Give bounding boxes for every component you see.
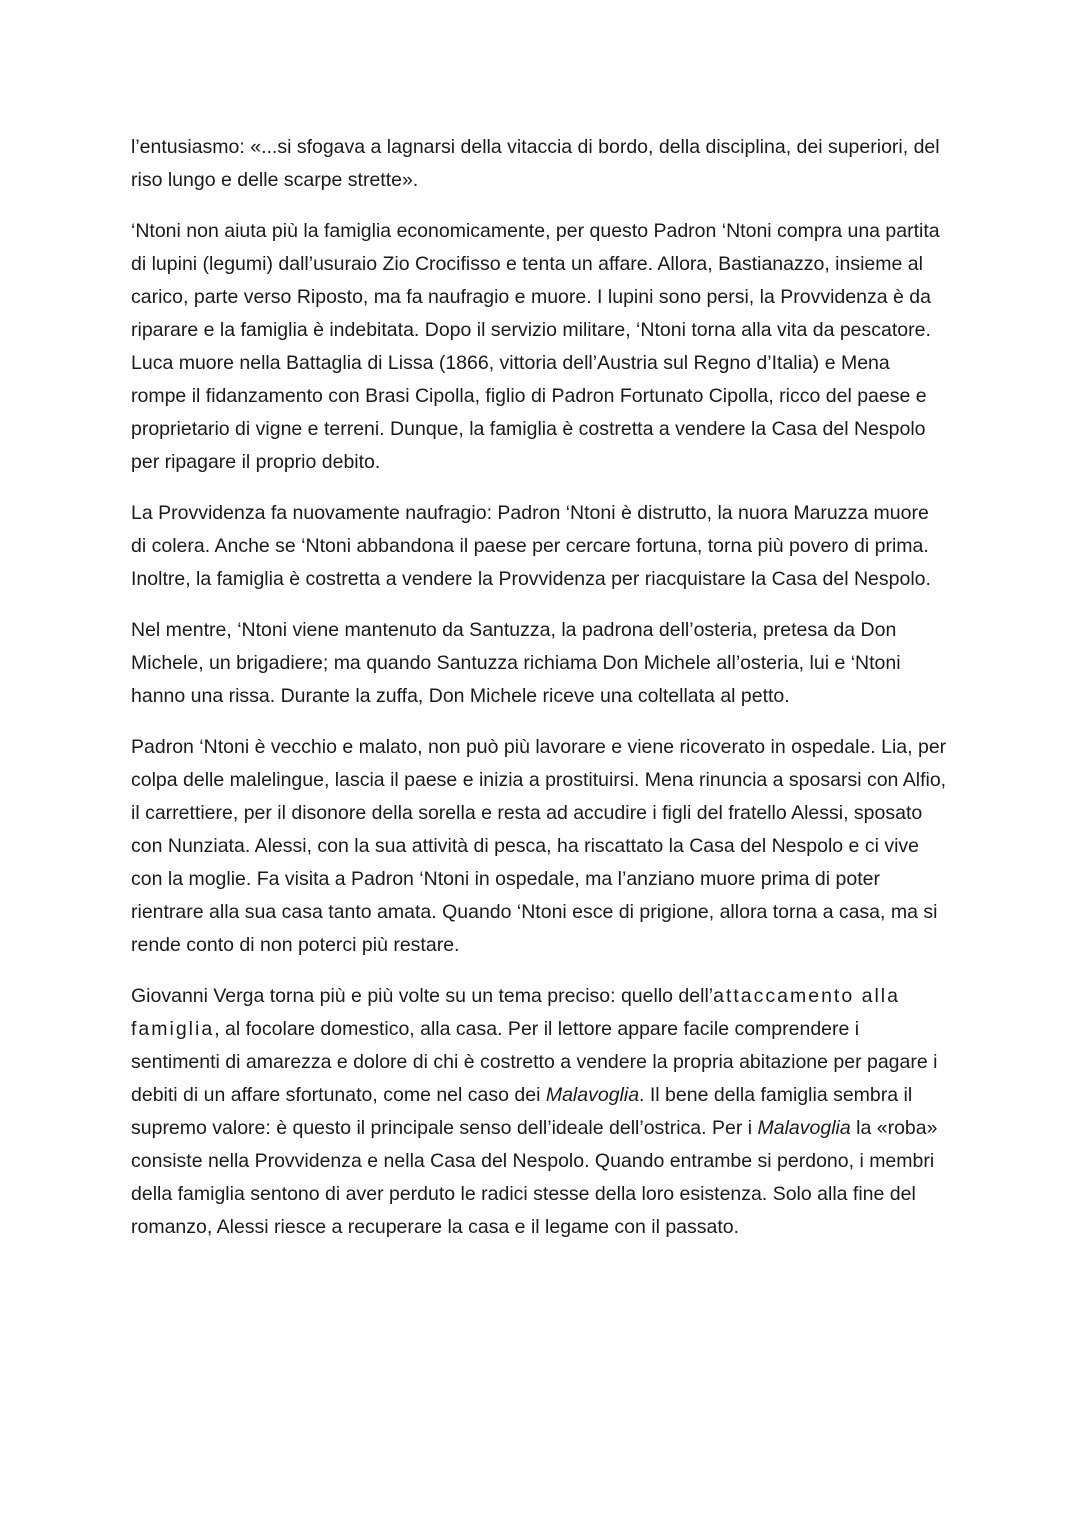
- paragraph-family-theme: [131, 980, 949, 1244]
- text-run: la «roba» consiste nella Provvidenza e nella Casa del Nespolo. Quando entrambe si perdono, i membri della famiglia sentono di aver perduto le radici stesse della loro esistenza. Solo alla fine del romanzo, Alessi riesce a recuperare la casa e il legame con il passato.: [131, 1117, 938, 1238]
- book-title-italic: Malavoglia: [757, 1117, 851, 1139]
- paragraph-enthusiasm-quote: l’entusiasmo: «...si sfogava a lagnarsi della vitaccia di bordo, della disciplina, dei superiori, del riso lungo e delle scarpe strette».: [131, 136, 940, 191]
- text-run: . Il bene della famiglia sembra il supremo valore: è questo il principale senso dell’ideale dell’ostrica. Per i: [131, 1084, 913, 1139]
- text-run: , al focolare domestico, alla casa. Per il lettore appare facile comprendere i sentimenti di amarezza e dolore di chi è costretto a vendere la propria abitazione per pagare i debiti di un affare sfortunato, come nel caso dei: [131, 1018, 938, 1106]
- paragraph-lupini-affair: ‘Ntoni non aiuta più la famiglia economicamente, per questo Padron ‘Ntoni compra una partita di lupini (legumi) dall’usuraio Zio Crocifisso e tenta un affare. Allora, Bastianazzo, insieme al carico, parte verso Riposto, ma fa naufragio e muore. I lupini sono persi, la Provvidenza è da riparare e la famiglia è indebitata. Dopo il servizio militare, ‘Ntoni torna alla vita da pescatore. Luca muore nella Battaglia di Lissa (1866, vittoria dell’Austria sul Regno d’Italia) e Mena rompe il fidanzamento con Brasi Cipolla, figlio di Padron Fortunato Cipolla, ricco del paese e proprietario di vigne e terreni. Dunque, la famiglia è costretta a vendere la Casa del Nespolo per ripagare il proprio debito.: [131, 220, 940, 473]
- paragraph-second-shipwreck: La Provvidenza fa nuovamente naufragio: Padron ‘Ntoni è distrutto, la nuora Maruzza muore di colera. Anche se ‘Ntoni abbandona il paese per cercare fortuna, torna più povero di prima. Inoltre, la famiglia è costretta a vendere la Provvidenza per riacquistare la Casa del Nespolo.: [131, 502, 931, 590]
- spaced-keyword: attaccamento alla famiglia: [131, 985, 900, 1040]
- book-title-italic: Malavoglia: [545, 1084, 640, 1106]
- paragraph-santuzza-tavern: Nel mentre, ‘Ntoni viene mantenuto da Santuzza, la padrona dell’osteria, pretesa da Don Michele, un brigadiere; ma quando Santuzza richiama Don Michele all’osteria, lui e ‘Ntoni hanno una rissa. Durante la zuffa, Don Michele riceve una coltellata al petto.: [131, 619, 901, 707]
- paragraph-padron-ntoni-death: Padron ‘Ntoni è vecchio e malato, non può più lavorare e viene ricoverato in ospedale. Lia, per colpa delle malelingue, lascia il paese e inizia a prostituirsi. Mena rinuncia a sposarsi con Alfio, il carrettiere, per il disonore della sorella e resta ad accudire i figli del fratello Alessi, sposato con Nunziata. Alessi, con la sua attività di pesca, ha riscattato la Casa del Nespolo e ci vive con la moglie. Fa visita a Padron ‘Ntoni in ospedale, ma l’anziano muore prima di poter rientrare alla sua casa tanto amata. Quando ‘Ntoni esce di prigione, allora torna a casa, ma si rende conto di non poterci più restare.: [131, 736, 947, 956]
- text-run: Giovanni Verga torna più e più volte su un tema preciso: quello dell’: [131, 985, 714, 1007]
- document-page: [131, 131, 949, 1262]
